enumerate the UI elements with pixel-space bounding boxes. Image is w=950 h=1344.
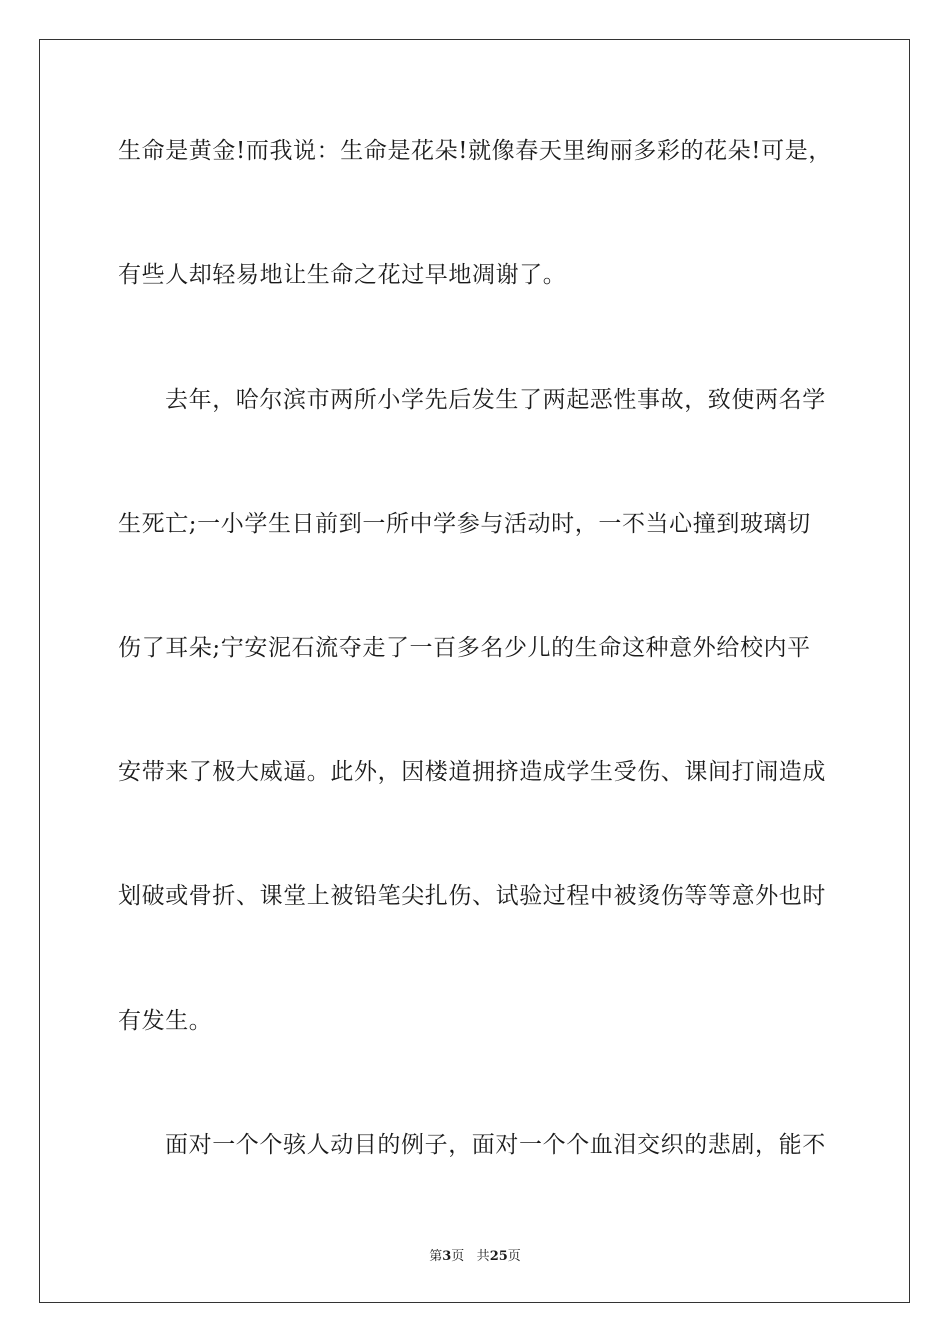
page-border [39, 39, 910, 1303]
text-line-2: 有些人却轻易地让生命之花过早地凋谢了。 [118, 262, 567, 288]
paragraph-start-line-3: 去年，哈尔滨市两所小学先后发生了两起恶性事故，致使两名学 [165, 387, 826, 413]
paragraph-start-line-9: 面对一个个骇人动目的例子，面对一个个血泪交织的悲剧，能不 [165, 1132, 826, 1158]
text-line-6: 安带来了极大威逼。此外，因楼道拥挤造成学生受伤、课间打闹造成 [118, 759, 826, 785]
page-suffix: 页 [451, 1249, 465, 1264]
total-suffix: 页 [507, 1249, 521, 1264]
text-line-7: 划破或骨折、课堂上被铅笔尖扎伤、试验过程中被烫伤等等意外也时 [118, 883, 826, 909]
page-prefix: 第 [429, 1249, 443, 1264]
text-line-8: 有发生。 [118, 1008, 213, 1034]
text-line-5: 伤了耳朵;宁安泥石流夺走了一百多名少儿的生命这种意外给校内平 [118, 635, 811, 661]
text-line-4: 生死亡;一小学生日前到一所中学参与活动时，一不当心撞到玻璃切 [118, 511, 811, 537]
total-pages: 25 [489, 1249, 508, 1264]
page-number: 3 [442, 1249, 452, 1264]
page-footer [0, 1248, 950, 1266]
text-line-1: 生命是黄金!而我说：生命是花朵!就像春天里绚丽多彩的花朵!可是， [118, 138, 832, 164]
total-prefix: 共 [476, 1249, 490, 1264]
